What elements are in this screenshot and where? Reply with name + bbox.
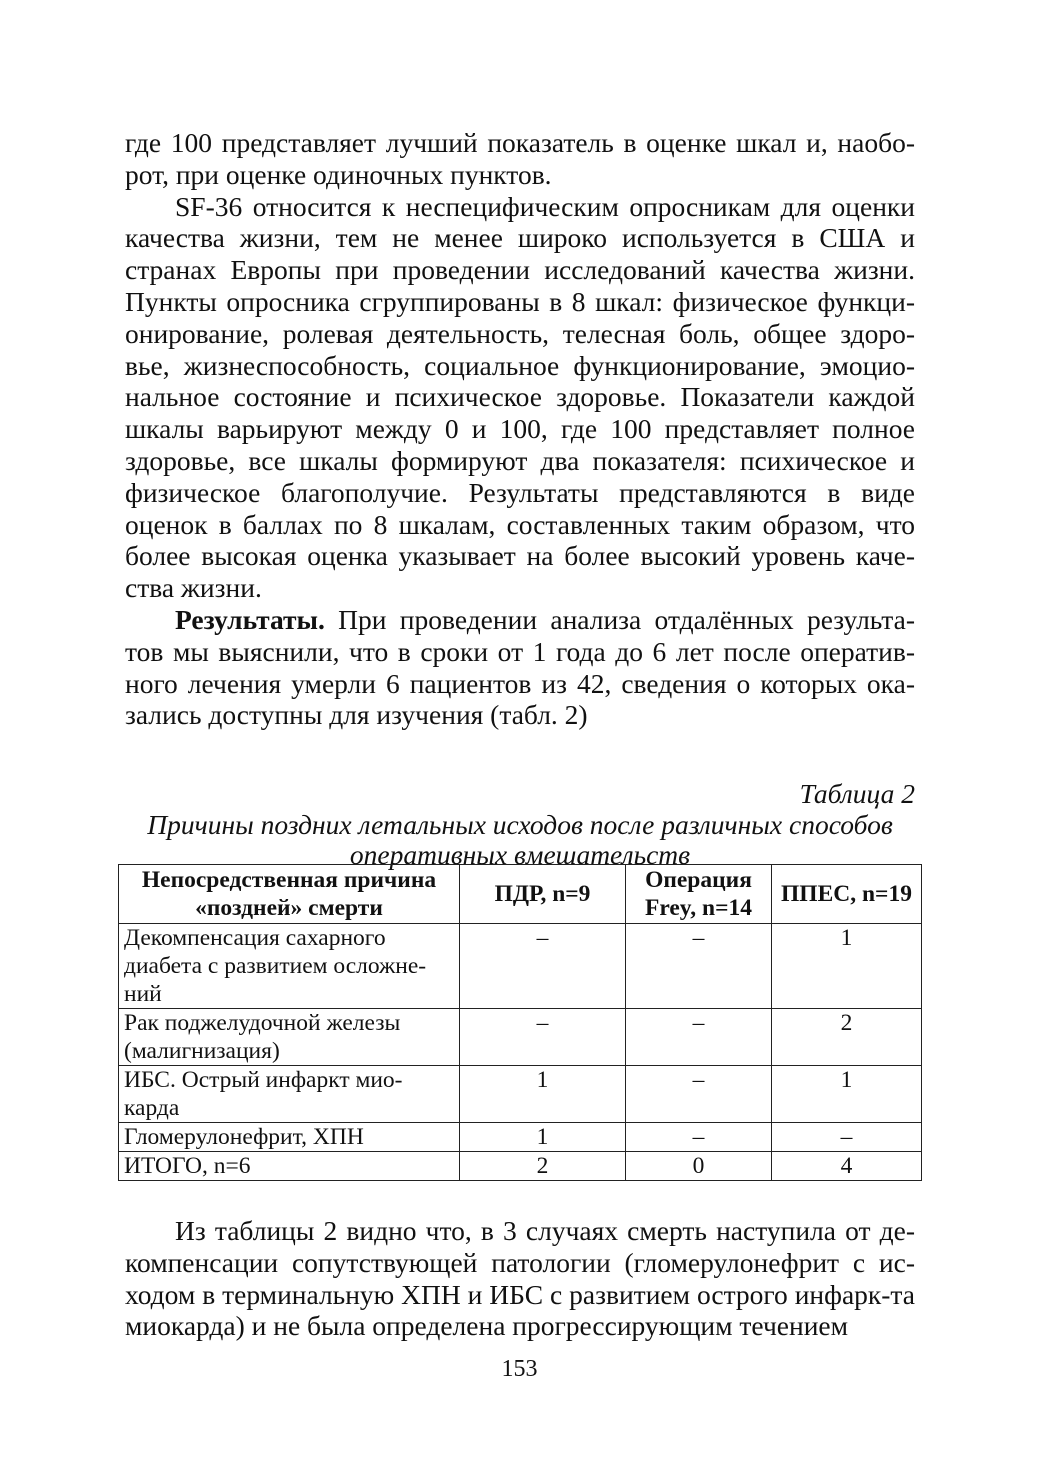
cell-frey: –	[626, 1066, 772, 1123]
table-row	[119, 1009, 922, 1066]
paragraph-conclusion: Из таблицы 2 видно что, в 3 случаях смерть наступила от де-компенсации сопутствующей патологии (гломерулонефрит с ис-ходом в терминальную ХПН и ИБС с развитием острого инфарк-та миокарда) и не была определена прогрессирующим течением	[125, 1215, 915, 1342]
cell-ppes: 1	[772, 924, 922, 1009]
page-body	[125, 127, 915, 870]
cell-pdr: 2	[460, 1152, 626, 1181]
cell-ppes: 1	[772, 1066, 922, 1123]
cell-pdr: 1	[460, 1066, 626, 1123]
cell-cause: Рак поджелудочной железы (малигнизация)	[119, 1009, 460, 1066]
header-pdr: ПДР, n=9	[460, 865, 626, 924]
cell-cause: ИБС. Острый инфаркт мио-карда	[119, 1066, 460, 1123]
paragraph-sf36: SF-36 относится к неспецифическим опросникам для оценки качества жизни, тем не менее широко используется в США и странах Европы при проведении исследований качества жизни. Пункты опросника сгруппированы в 8 шкал: физическое функци-онирование, ролевая деятельность, телесная боль, общее здоро-вье, жизнеспособность, социальное функционирование, эмоцио-нальное состояние и психическое здоровье. Показатели каждой шкалы варьируют между 0 и 100, где 100 представляет полное здоровье, все шкалы формируют два показателя: психическое и физическое благополучие. Результаты представляются в виде оценок в баллах по 8 шкалам, составленных таким образом, что более высокая оценка указывает на более высокий уровень каче-ства жизни.	[125, 190, 915, 604]
cell-pdr: 1	[460, 1123, 626, 1152]
results-table	[118, 864, 922, 1181]
table-header-row	[119, 865, 922, 924]
table-label: Таблица 2	[799, 778, 915, 810]
table-caption: Причины поздних летальных исходов после различных способов оперативных вмешательств	[147, 808, 893, 870]
header-frey: Операция Frey, n=14	[626, 865, 772, 924]
header-cause: Непосредственная причина «поздней» смерти	[119, 865, 460, 924]
results-heading: Результаты.	[175, 603, 325, 635]
cell-frey: 0	[626, 1152, 772, 1181]
cell-cause: Гломерулонефрит, ХПН	[119, 1123, 460, 1152]
table-row	[119, 1123, 922, 1152]
results-text: При проведении анализа отдалённых результа-тов мы выяснили, что в сроки от 1 года до 6 лет после оператив-ного лечения умерли 6 пациентов из 42, сведения о которых ока-зались доступны для изучения (табл. 2)	[125, 603, 915, 731]
cell-pdr: –	[460, 924, 626, 1009]
cell-frey: –	[626, 924, 772, 1009]
page-number: 153	[501, 1356, 538, 1382]
header-ppes: ППЕС, n=19	[772, 865, 922, 924]
cell-frey: –	[626, 1009, 772, 1066]
cell-ppes: –	[772, 1123, 922, 1152]
table-total-row	[119, 1152, 922, 1181]
cell-pdr: –	[460, 1009, 626, 1066]
text-after-table	[125, 1215, 915, 1342]
table-row	[119, 1066, 922, 1123]
cell-cause: ИТОГО, n=6	[119, 1152, 460, 1181]
cell-cause: Декомпенсация сахарного диабета с развитием осложне-ний	[119, 924, 460, 1009]
paragraph-results	[125, 604, 915, 731]
cell-frey: –	[626, 1123, 772, 1152]
cell-ppes: 4	[772, 1152, 922, 1181]
table-row	[119, 924, 922, 1009]
cell-ppes: 2	[772, 1009, 922, 1066]
paragraph-1: где 100 представляет лучший показатель в оценке шкал и, наобо-рот, при оценке одиночных пунктов.	[125, 127, 915, 190]
